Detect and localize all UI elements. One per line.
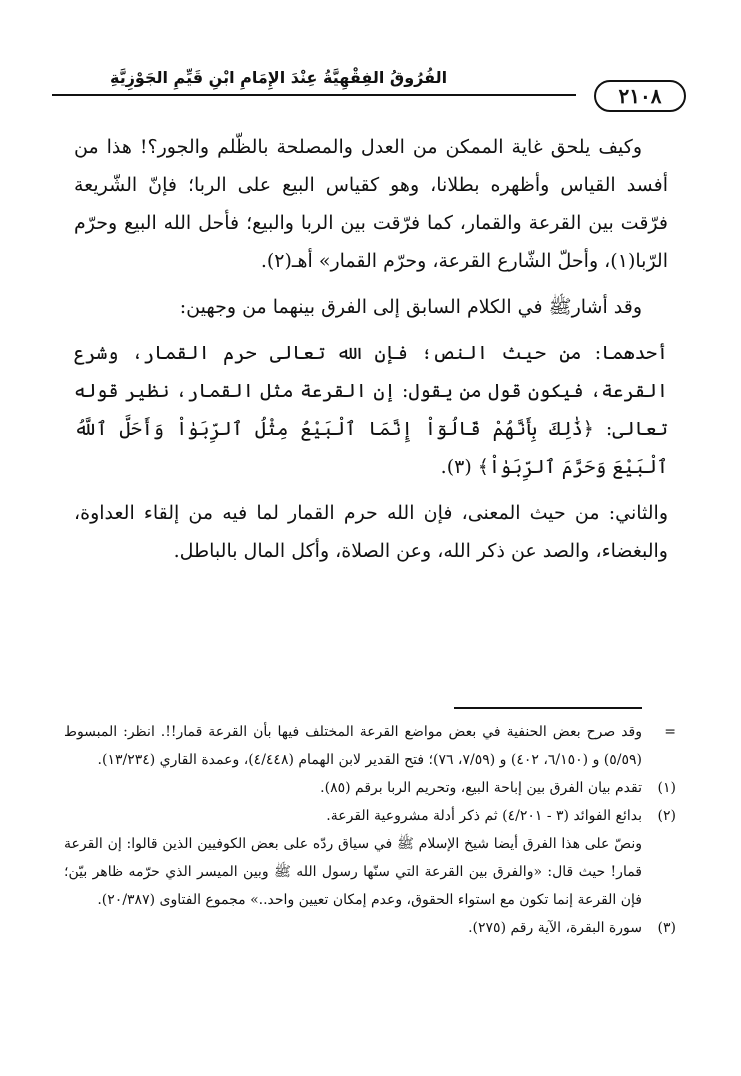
footnote-continued (64, 718, 676, 774)
header-rule (52, 94, 576, 96)
page-number: ٢١٠٨ (594, 80, 686, 112)
footnote-text: تقدم بيان الفرق بين إباحة البيع، وتحريم الربا برقم (٨٥). (320, 780, 642, 796)
footnote-3 (64, 914, 676, 942)
footnote-marker: (٢) (657, 808, 676, 824)
paragraph-3: أحدهما: من حيث النص؛ فإن الله تعالى حرم القمار، وشرع القرعة، فيكون قول من يقول: إن القرعة مثل القمار، نظير قوله تعالى: ﴿ذَٰلِكَ بِأَنَّهُمْ قَالُوٓاْ إِنَّمَا ٱلْبَيْعُ مِثْلُ ٱلرِّبَوٰاْ وَأَحَلَّ ٱللَّهُ ٱلْبَيْعَ وَحَرَّمَ ٱلرِّبَوٰاْ﴾ (٣). (74, 342, 668, 478)
footnotes (64, 718, 676, 942)
footnote-text: وقد صرح بعض الحنفية في بعض مواضع القرعة المختلف فيها بأن القرعة قمار!!. انظر: المبسوط (٥/٥٩) و (٦/١٥٠، ٤٠٢) و (٧/٥٩، ٧٦)؛ فتح القدير لابن الهمام (٤/٤٤٨)، وعمدة القاري (١٣/٢٣٤). (64, 724, 642, 768)
footnote-2-line: بدائع الفوائد (٣ - ٤/٢٠١) ثم ذكر أدلة مشروعية القرعة. (326, 808, 642, 824)
paragraph-2: وقد أشارﷺ في الكلام السابق إلى الفرق بينهما من وجهين: (179, 296, 642, 318)
footnote-text (64, 802, 642, 914)
paragraph-1: وكيف يلحق غاية الممكن من العدل والمصلحة بالظّلم والجور؟! هذا من أفسد القياس وأظهره بطلانا، وهو كقياس البيع على الربا؛ فإنّ الشّريعة فرّقت بين القرعة والقمار، كما فرّقت بين الربا والبيع؛ فأحل الله البيع وحرّم الرّبا(١)، وأحلّ الشّارع القرعة، وحرّم القمار» أهـ(٢). (74, 136, 668, 272)
paragraph-4: والثاني: من حيث المعنى، فإن الله حرم القمار لما فيه من إلقاء العداوة، والبغضاء، والصد عن ذكر الله، وعن الصلاة، وأكل المال بالباطل. (74, 502, 668, 562)
main-text (74, 128, 668, 578)
footnote-text: سورة البقرة، الآية رقم (٢٧٥). (468, 920, 642, 936)
footnote-marker: = (664, 724, 676, 740)
footnote-2-continuation: ونصّ على هذا الفرق أيضا شيخ الإسلام ﷺ في سياق ردّه على بعض الكوفيين الذين قالوا: إن القرعة قمار! حيث قال: «والفرق بين القرعة التي سنّها رسول الله ﷺ وبين الميسر الذي حرّمه ظاهر بيّن؛ فإن القرعة إنما تكون مع استواء الحقوق، وعدم إمكان تعيين واحد..» مجموع الفتاوى (٢٠/٣٨٧). (64, 836, 642, 908)
page-header (52, 58, 706, 108)
footnote-2 (64, 802, 676, 914)
running-title: الفُرُوقُ الفِقْهِيَّةُ عِنْدَ الإِمَامِ ابْنِ قَيِّمِ الجَوْزِيَّةِ (110, 68, 448, 87)
footnote-1 (64, 774, 676, 802)
footnote-marker: (٣) (657, 920, 676, 936)
footnote-marker: (١) (657, 780, 676, 796)
footnote-separator (454, 707, 642, 709)
